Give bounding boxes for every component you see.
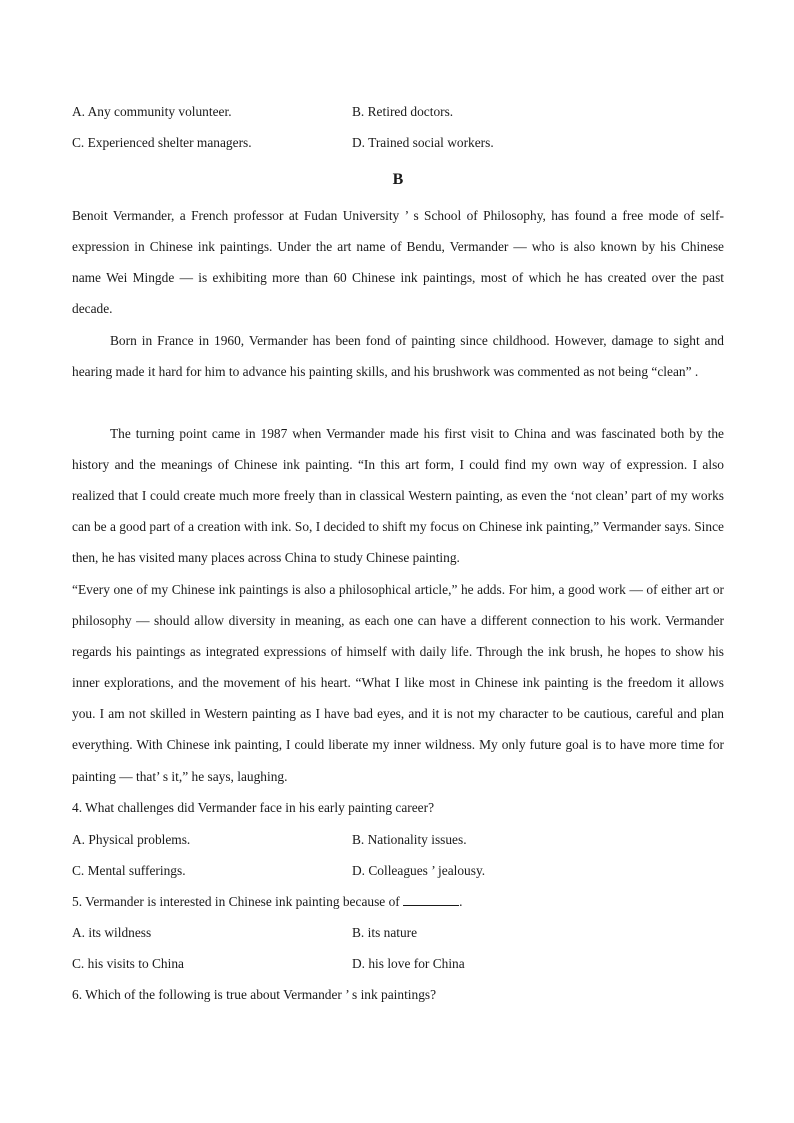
q4-option-b: B. Nationality issues. [352, 832, 467, 847]
q4-question: 4. What challenges did Vermander face in his early painting career? [72, 800, 435, 815]
q5-question-end: . [459, 894, 463, 909]
q4-option-a: A. Physical problems. [72, 832, 191, 847]
passage-paragraph-3: The turning point came in 1987 when Vermander made his first visit to China and was fascinated both by the history and the meanings of Chinese ink painting. “In this art form, I could find my own way of expression. I also realized that I could create much more freely than in classical Western painting, as even the ‘not clean’ part of my works can be a good part of a creation with ink. So, I decided to shift my focus on Chinese ink painting,” Vermander says. Since then, he has visited many places across China to study Chinese painting. [72, 426, 724, 566]
q5-answer-blank [403, 893, 459, 906]
q5-question [72, 893, 724, 911]
q5-option-b: B. its nature [352, 925, 418, 940]
q3-option-b: B. Retired doctors. [352, 104, 454, 119]
section-title: B [392, 171, 404, 188]
passage-paragraph-4: “Every one of my Chinese ink paintings is also a philosophical article,” he adds. For him, a good work — of either art or philosophy — should allow diversity in meaning, as each one can have a different connection to his work. Vermander regards his paintings as integrated expressions of himself with daily life. Through the ink brush, he hopes to show his inner explorations, and the movement of his heart. “What I like most in Chinese ink painting is the freedom it allows you. I am not skilled in Western painting as I have bad eyes, and it is not my character to be cautious, careful and plan everything. With Chinese ink painting, I could liberate my inner wildness. My only future goal is to have more time for painting — that’ s it,” he says, laughing. [72, 582, 724, 784]
q5-option-row-2 [72, 955, 724, 973]
passage-paragraph-2: Born in France in 1960, Vermander has been fond of painting since childhood. However, damage to sight and hearing made it hard for him to advance his painting skills, and his brushwork was commented as not being “clean” . [72, 333, 724, 380]
q5-option-d: D. his love for China [352, 956, 465, 971]
q5-option-a: A. its wildness [72, 925, 152, 940]
q3-option-row-2 [72, 134, 724, 152]
q3-option-row-1 [72, 103, 724, 121]
q4-option-row-2 [72, 862, 724, 880]
q4-option-row-1 [72, 831, 724, 849]
q5-option-c: C. his visits to China [72, 956, 184, 971]
q4-option-d: D. Colleagues ’ jealousy. [352, 863, 486, 878]
q3-option-d: D. Trained social workers. [352, 135, 494, 150]
passage-paragraph-1: Benoit Vermander, a French professor at Fudan University ’ s School of Philosophy, has found a free mode of self-expression in Chinese ink paintings. Under the art name of Bendu, Vermander — who is also known by his Chinese name Wei Mingde — is exhibiting more than 60 Chinese ink paintings, most of which he has created over the past decade. [72, 208, 724, 317]
q5-option-row-1 [72, 924, 724, 942]
q3-option-c: C. Experienced shelter managers. [72, 135, 252, 150]
q6-question: 6. Which of the following is true about Vermander ’ s ink paintings? [72, 987, 437, 1002]
q4-option-c: C. Mental sufferings. [72, 863, 186, 878]
q3-option-a: A. Any community volunteer. [72, 104, 232, 119]
q5-question-text: 5. Vermander is interested in Chinese ink painting because of [72, 894, 400, 909]
